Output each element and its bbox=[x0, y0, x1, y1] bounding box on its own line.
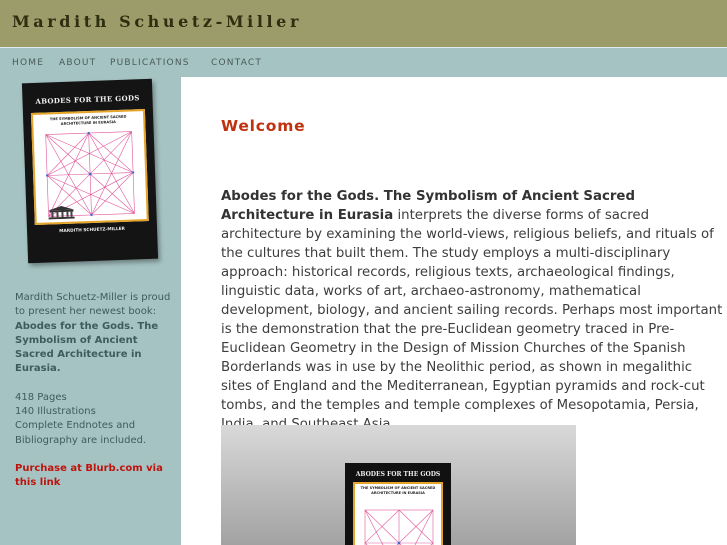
book-photo bbox=[221, 425, 576, 545]
endnotes-text: Complete Endnotes and Bibliography are included. bbox=[15, 420, 147, 446]
cover-subtitle: THE SYMBOLISM OF ANCIENT SACRED ARCHITECTURE IN EURASIA bbox=[49, 114, 127, 126]
purchase-link[interactable]: Purchase at Blurb.com via this link bbox=[15, 462, 163, 489]
nav-about[interactable]: ABOUT bbox=[59, 58, 97, 68]
book-title: Abodes for the Gods. The Symbolism of Ancient Sacred Architecture in Eurasia. bbox=[15, 320, 159, 375]
illustration-count: 140 Illustrations bbox=[15, 406, 96, 418]
cover-author: MARDITH SCHUETZ-MILLER bbox=[59, 226, 126, 235]
nav-contact[interactable]: CONTACT bbox=[211, 58, 263, 68]
large-geometry-diagram-icon bbox=[363, 508, 435, 545]
main-content bbox=[181, 77, 727, 545]
intro-text: Mardith Schuetz-Miller is proud to present her newest book: bbox=[15, 292, 171, 318]
site-header bbox=[0, 0, 727, 47]
book-info bbox=[15, 291, 175, 491]
book-description bbox=[221, 187, 726, 434]
large-cover-artwork bbox=[353, 482, 443, 545]
page-count: 418 Pages bbox=[15, 391, 67, 403]
nav-home[interactable]: HOME bbox=[12, 58, 45, 68]
main-nav bbox=[0, 47, 727, 77]
description-text: interprets the diverse forms of sacred architecture by examining the world-views, religious beliefs, and rituals of the cultures that built them. The study employs a multi-disciplinary approach: historical records, religious texts, archaeological findings, linguistic data, works of art, archaeo-astronomy, mathematical development, biology, and ancient sailing records. Perhaps most important is the demonstration that the pre-Euclidean geometry traced in Pre-Euclidean Geometry in the Design of Mission Churches of the Spanish Borderlands was in use by the Neolithic period, as shown in megalithic sites of England and the Mediterranean, Egyptian pyramids and rock-cut tombs, and the temples and temple complexes of Mesopotamia, Persia, bbox=[221, 208, 723, 413]
cover-artwork bbox=[31, 109, 149, 225]
book-title-inline: Abodes for the Gods. The Symbolism of Ancient Sacred Architecture in Eurasia bbox=[221, 189, 635, 223]
large-cover-subtitle: THE SYMBOLISM OF ANCIENT SACRED ARCHITECTURE IN EURASIA bbox=[360, 486, 436, 495]
page-title: Welcome bbox=[221, 117, 306, 135]
temple-icon bbox=[46, 205, 76, 220]
cover-title: ABODES FOR THE GODS bbox=[35, 93, 140, 106]
book-cover-image[interactable] bbox=[22, 79, 158, 263]
large-cover-title: ABODES FOR THE GODS bbox=[355, 471, 441, 478]
nav-publications[interactable]: PUBLICATIONS bbox=[110, 58, 190, 68]
site-title[interactable]: Mardith Schuetz-Miller bbox=[12, 12, 302, 31]
sidebar bbox=[0, 77, 181, 545]
book-photo-cover bbox=[345, 463, 451, 545]
